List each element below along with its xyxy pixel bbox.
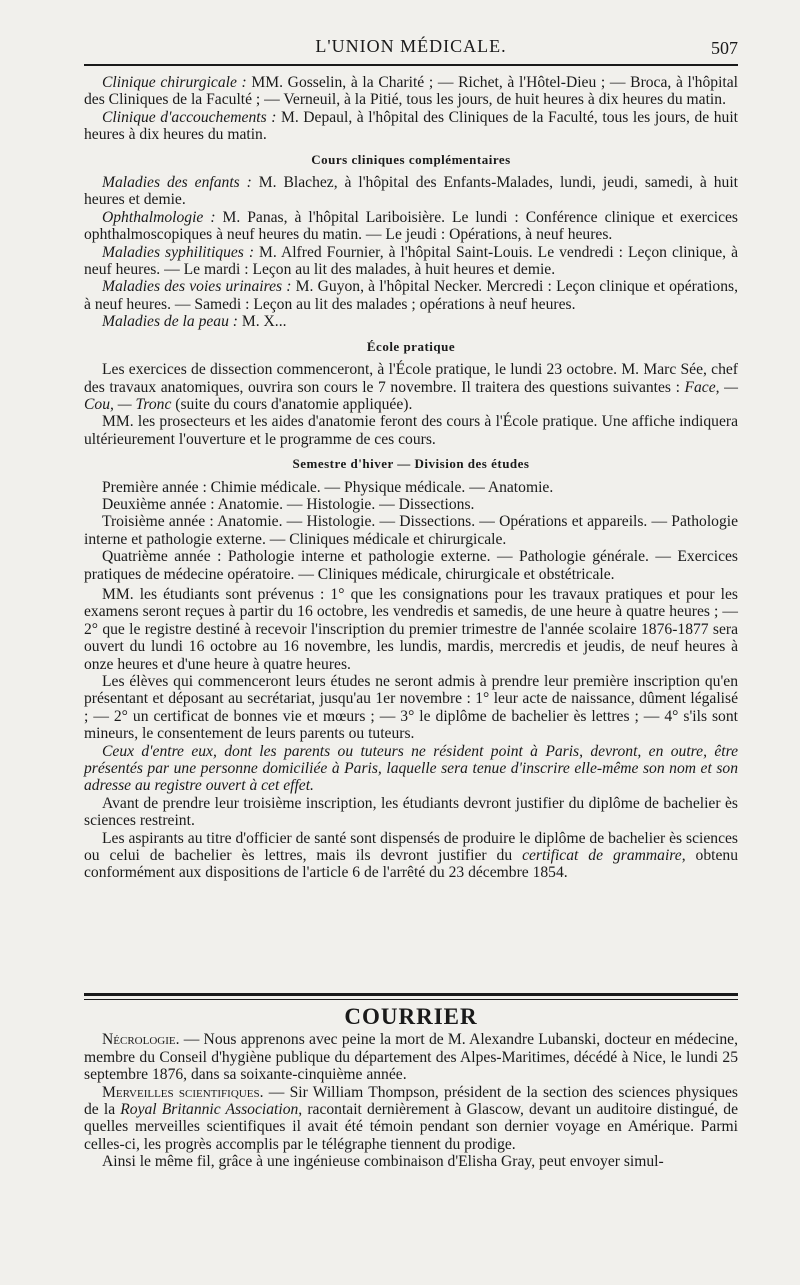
course-paragraph: Maladies des enfants : M. Blachez, à l'hôpital des Enfants-Malades, lundi, jeudi, samedi, à huit heures et demie. <box>84 174 738 209</box>
page-number: 507 <box>711 38 738 58</box>
journal-title: L'UNION MÉDICALE. <box>315 36 507 56</box>
running-header <box>84 34 738 62</box>
course-paragraph: Maladies syphilitiques : M. Alfred Fournier, à l'hôpital Saint-Louis. Le vendredi : Leçon clinique, à neuf heures. — Le mardi : Leçon au lit des malades, à huit heures et demie. <box>84 243 738 279</box>
troisieme-paragraph: Avant de prendre leur troisième inscription, les étudiants devront justifier du diplôme de bachelier ès sciences restreint. <box>84 794 738 830</box>
main-text <box>84 74 738 882</box>
students-paragraph: MM. les étudiants sont prévenus : 1° que les consignations pour les travaux pratiques et pour les examens seront reçues à partir du 16 octobre, les vendredis et samedis, de une heure à quatre heures ; — 2° que le registre destiné à recevoir l'inscription du premier trimestre de l'année scolaire 1876-1877 sera ouvert du lundi 16 octobre au 16 novembre, les lundis, mardis, mercredis et jeudis, de neuf heures à onze heures et d'une heure à quatre heures. <box>84 585 738 673</box>
section-heading-ecole: École pratique <box>366 338 456 354</box>
necrologie-paragraph: Nécrologie. — Nous apprenons avec peine la mort de M. Alexandre Lubanski, docteur en médecine, membre du Conseil d'hygiène publique du département des Alpes-Maritimes, décédé à Nice, le lundi 25 septembre 1876, dans sa soixante-cinquième année. <box>84 1031 738 1084</box>
eleves-paragraph: Les élèves qui commenceront leurs études ne seront admis à prendre leur première inscription qu'en présentant et déposant au secrétariat, jusqu'au 1er novembre : 1° leur acte de naissance, dûment légalisé ; — 2° un certificat de bonnes vie et mœurs ; — 3° le diplôme de bachelier ès lettres ; — 4° s'ils sont mineurs, le consentement de leurs parents ou tuteurs. <box>84 673 738 743</box>
clinic-paragraph: Clinique chirurgicale : MM. Gosselin, à la Charité ; — Richet, à l'Hôtel-Dieu ; — Broca, à l'hôpital des Cliniques de la Faculté ; — Verneuil, à la Pitié, tous les jours, de huit heures à dix heures du matin. <box>84 74 738 109</box>
courrier-rule-thick <box>84 993 738 996</box>
section-heading-complementaires: Cours cliniques complémentaires <box>311 151 511 167</box>
ecole-paragraph: Les exercices de dissection commenceront, à l'École pratique, le lundi 23 octobre. M. Marc Sée, chef des travaux anatomiques, ouvrira son cours le 7 novembre. Il traitera des questions suivantes : Face, — Cou, — Tronc (suite du cours d'anatomie appliquée). <box>84 361 738 413</box>
year-list <box>84 479 738 583</box>
course-paragraph: Ophthalmologie : M. Panas, à l'hôpital Lariboisière. Le lundi : Conférence clinique et exercices ophthalmoscopiques à neuf heures du matin. — Le jeudi : Opérations, à neuf heures. <box>84 208 738 244</box>
year-item: Quatrième année : Pathologie interne et pathologie externe. — Pathologie générale. — Exercices pratiques de médecine opératoire. — Cliniques médicale, chirurgicale et obstétricale. <box>84 548 738 583</box>
course-paragraph: Maladies de la peau : M. X... <box>102 313 287 331</box>
courrier-heading: COURRIER <box>344 1004 478 1029</box>
year-item: Première année : Chimie médicale. — Physique médicale. — Anatomie. <box>102 478 554 496</box>
merveilles-paragraph: Merveilles scientifiques. — Sir William Thompson, président de la section des sciences physiques de la Royal Britannic Association, racontait dernièrement à Glascow, devant un auditoire distingué, de quelles merveilles scientifiques il avait été témoin pendant son dernier voyage en Amérique. Parmi celles-ci, les progrès accomplis par le télégraphe tiennent du prodige. <box>84 1083 738 1153</box>
aspirants-paragraph: Les aspirants au titre d'officier de santé sont dispensés de produire le diplôme de bachelier ès sciences ou celui de bachelier ès lettres, mais ils devront justifier du certificat de grammaire, obtenu conformément aux dispositions de l'article 6 de l'arrêté du 23 décembre 1854. <box>84 829 738 882</box>
last-line: Ainsi le même fil, grâce à une ingénieuse combinaison d'Elisha Gray, peut envoyer simul- <box>102 1153 664 1171</box>
courrier-section <box>84 1004 738 1171</box>
clinic-paragraph: Clinique d'accouchements : M. Depaul, à l'hôpital des Cliniques de la Faculté, tous les jours, de huit heures à dix heures du matin. <box>84 108 738 144</box>
year-item: Deuxième année : Anatomie. — Histologie. — Dissections. <box>102 495 475 513</box>
section-heading-semestre: Semestre d'hiver — Division des études <box>292 456 530 472</box>
courrier-rule-thin <box>84 999 738 1000</box>
course-paragraph: Maladies des voies urinaires : M. Guyon, à l'hôpital Necker. Mercredi : Leçon clinique et opérations, à neuf heures. — Samedi : Leçon au lit des malades ; opérations à neuf heures. <box>84 278 738 313</box>
italic-paragraph: Ceux d'entre eux, dont les parents ou tuteurs ne résident point à Paris, devront, en outre, être présentés par une personne domiciliée à Paris, laquelle sera tenue d'inscrire elle-même son nom et son adresse au registre ouvert à cet effet. <box>84 742 738 795</box>
year-item: Troisième année : Anatomie. — Histologie. — Dissections. — Opérations et appareils. — Pathologie interne et pathologie externe. — Cliniques médicale et chirurgicale. <box>84 513 738 548</box>
ecole-paragraph: MM. les prosecteurs et les aides d'anatomie feront des cours à l'École pratique. Une affiche indiquera ultérieurement l'ouverture et le programme de ces cours. <box>84 413 738 448</box>
header-rule <box>84 64 738 66</box>
